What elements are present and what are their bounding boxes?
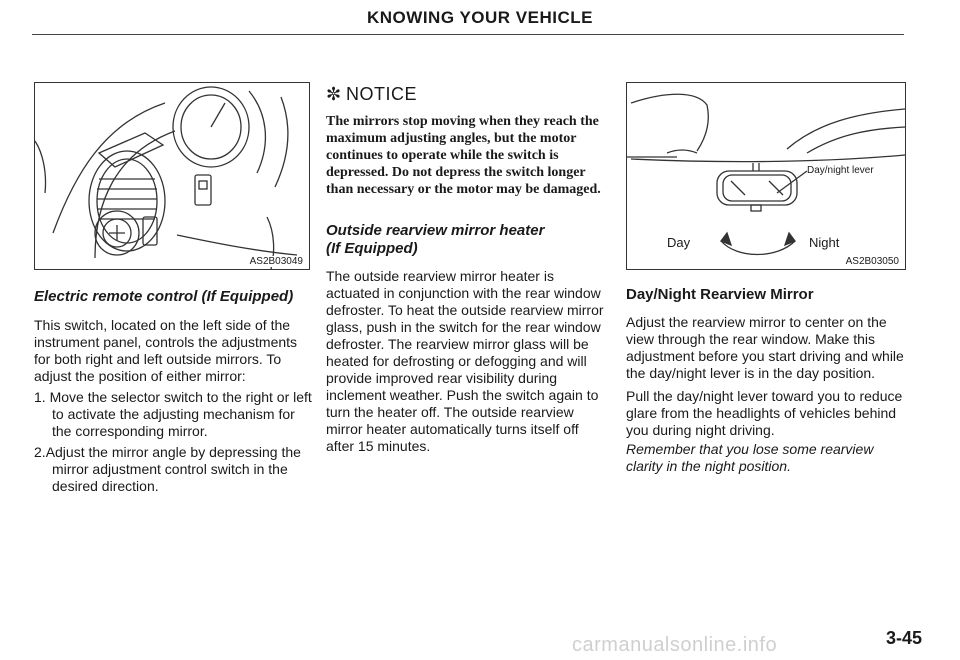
figure-id-right: AS2B03050 xyxy=(845,256,899,267)
electric-remote-heading: Electric remote control (If Equipped) xyxy=(34,288,294,305)
fig-label-night: Night xyxy=(809,235,840,250)
day-night-p3: Remember that you lose some rearview clarity in the night position. xyxy=(626,441,874,474)
page-header: KNOWING YOUR VEHICLE xyxy=(367,8,593,27)
step-item xyxy=(34,444,312,495)
fig-label-lever: Day/night lever xyxy=(807,165,874,176)
adjust-steps xyxy=(34,389,312,495)
rearview-mirror-figure xyxy=(626,82,906,270)
mirror-heater-heading-line1: Outside rearview mirror heater xyxy=(326,222,545,239)
day-night-p2: Pull the day/night lever toward you to reduce glare from the headlights of vehicles behind you during night driving. xyxy=(626,388,903,438)
notice-heading xyxy=(326,84,608,105)
day-night-p1: Adjust the rearview mirror to center on the view through the rear window. Make this adjustment before you start driving and while the day/night lever is in the day position. xyxy=(626,314,904,381)
step-item xyxy=(34,389,312,440)
notice-text: The mirrors stop moving when they reach the maximum adjusting angles, but the motor continues to operate while the switch is depressed. Do not depress the switch longer than necessary or the motor may be damaged. xyxy=(326,114,601,197)
notice-icon: ✼ xyxy=(326,84,342,104)
watermark: carmanualsonline.info xyxy=(572,634,778,656)
page-number: 3-45 xyxy=(885,628,922,648)
middle-column xyxy=(326,84,608,455)
mirror-switch-illustration xyxy=(35,83,309,269)
mirror-heater-body: The outside rearview mirror heater is actuated in conjunction with the rear window defroster. To heat the outside rearview mirror glass, push in the switch for the rear window defroster. The rearview mirror glass will be heated for defrosting or defogging and will provide improved rear visibility during inclement weather. Push the switch again to turn the heater off. The outside rearview mirror heater automatically turns itself off after 15 minutes. xyxy=(326,268,604,454)
step-number: 1. xyxy=(34,389,46,405)
figure-id-left: AS2B03049 xyxy=(249,256,303,267)
mirror-heater-heading xyxy=(326,222,608,258)
fig-label-day: Day xyxy=(667,235,691,250)
step-number: 2. xyxy=(34,444,46,460)
mirror-switch-figure xyxy=(34,82,310,270)
electric-remote-intro: This switch, located on the left side of the instrument panel, controls the adjustments for both right and left outside mirrors. To adjust the position of either mirror: xyxy=(34,317,298,384)
step-text: Adjust the mirror angle by depressing the mirror adjustment control switch in the desired direction. xyxy=(45,444,301,494)
header-rule xyxy=(32,34,904,35)
right-column xyxy=(626,286,904,475)
day-night-heading: Day/Night Rearview Mirror xyxy=(626,286,814,303)
step-text: Move the selector switch to the right or left to activate the adjusting mechanism for the corresponding mirror. xyxy=(49,389,312,439)
left-column xyxy=(34,288,312,495)
mirror-heater-heading-line2: (If Equipped) xyxy=(326,240,418,257)
notice-title: NOTICE xyxy=(346,84,418,104)
